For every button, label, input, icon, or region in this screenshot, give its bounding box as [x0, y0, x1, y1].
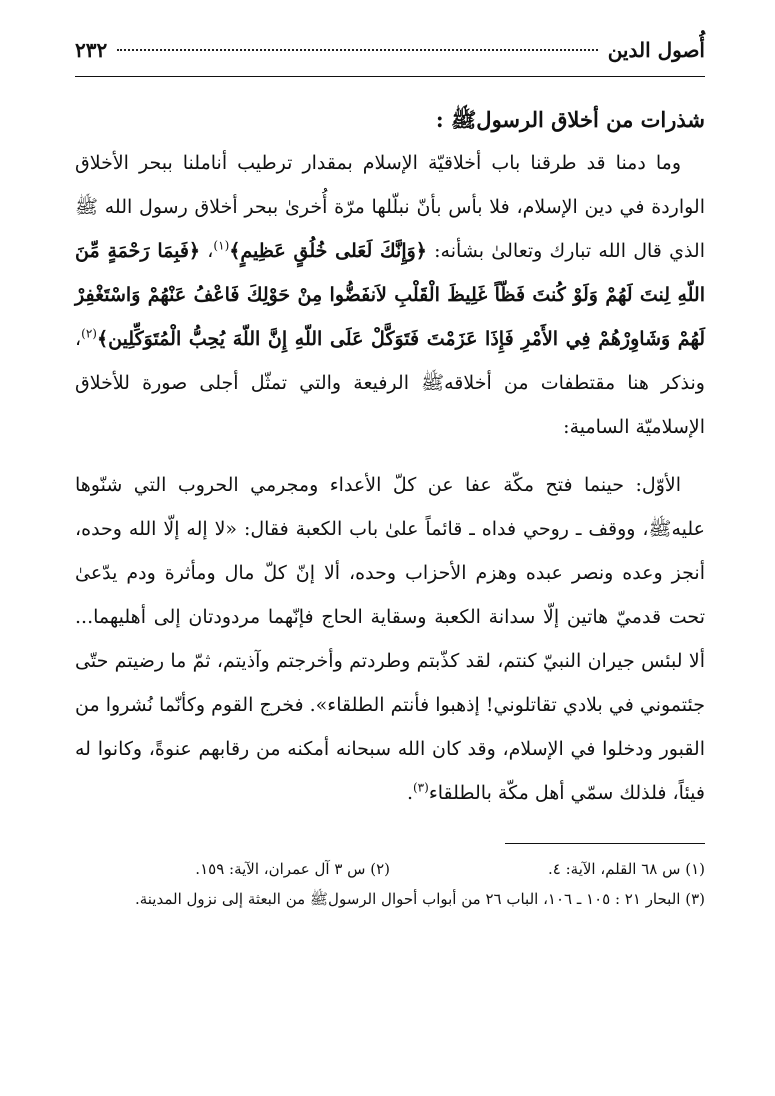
intro-paragraph — [75, 141, 705, 449]
first-point-end: . — [406, 782, 413, 804]
quran-verse-2: ﴿فَبِمَا رَحْمَةٍ مِّنَ اللّهِ لِنتَ لَهُمْ وَلَوْ كُنتَ فَظّاً غَلِيظَ الْقَلْبِ لاَنفَضُّوا مِنْ حَوْلِكَ فَاعْفُ عَنْهُمْ وَاسْتَغْفِرْ لَهُمْ وَشَاوِرْهُمْ فِي الأَمْرِ فَإِذَا عَزَمْتَ فَتَوَكَّلْ عَلَى اللّهِ إِنَّ اللّهَ يُحِبُّ الْمُتَوَكِّلِين﴾ — [75, 240, 705, 350]
footnote-row — [75, 854, 705, 884]
footnote-ref-2: (٢) — [81, 326, 97, 341]
intro-continuation: ، ونذكر هنا مقتطفات من أخلاقهﷺ الرفيعة والتي تمثّل أجلى صورة للأخلاق الإسلاميّة السامية: — [75, 328, 705, 438]
first-point-paragraph — [75, 463, 705, 815]
footnote-rule — [505, 843, 705, 844]
running-title: أُصول الدين — [607, 38, 705, 62]
first-point-text: الأوّل: حينما فتح مكّة عفا عن كلّ الأعداء ومجرمي الحروب التي شنّوها عليهﷺ، ووقف ـ روحي فداه ـ قائماً علىٰ باب الكعبة فقال: «لا إله إلّا الله وحده، أنجز وعده ونصر عبده وهزم الأحزاب وحده، ألا إنّ كلّ مال ومأثرة ودم يدّعىٰ تحت قدميّ هاتين إلّا سدانة الكعبة وسقاية الحاج فإنّهما مردودتان إلى أهليهما... ألا لبئس جيران النبيّ كنتم، لقد كذّبتم وطردتم وأخرجتم وآذيتم، ثمّ ما رضيتم حتّى جئتموني في بلادي تقاتلوني! إذهبوا فأنتم الطلقاء». فخرج القوم وكأنّما نُشروا من القبور ودخلوا في الإسلام، وقد كان الله سبحانه أمكنه من رقابهم عنوةً، وكانوا له فيئاً، فلذلك سمّي أهل مكّة بالطلقاء — [75, 474, 705, 804]
footnote-ref-1: (١) — [213, 238, 230, 253]
footnotes — [75, 854, 705, 914]
quran-verse-1: ﴿وَإِنَّكَ لَعَلى خُلُقٍ عَظِيمٍ﴾ — [229, 240, 427, 262]
intro-text: وما دمنا قد طرقنا باب أخلاقيّة الإسلام بمقدار ترطيب أناملنا ببحر الأخلاق الواردة في دين الإسلام، فلا بأس بأنّ نبلّلها مرّة أُخرىٰ ببحر أخلاق رسول الله ﷺ الذي قال الله تبارك وتعالىٰ بشأنه: — [75, 152, 706, 262]
footnote-3: (٣) البحار ٢١ : ١٠٥ ـ ١٠٦، الباب ٢٦ من أبواب أحوال الرسولﷺ من البعثة إلى نزول المدينة. — [134, 890, 705, 908]
intro-separator: ، — [200, 240, 214, 262]
book-page — [75, 30, 705, 914]
leader-dots — [117, 49, 597, 51]
running-header — [75, 30, 705, 70]
footnote-1: (١) س ٦٨ القلم، الآية: ٤. — [547, 860, 705, 878]
page-number: ٢٣٢ — [75, 38, 108, 62]
header-rule — [75, 76, 705, 77]
footnote-2: (٢) س ٣ آل عمران، الآية: ١٥٩. — [195, 860, 390, 878]
section-heading: شذرات من أخلاق الرسولﷺ : — [435, 107, 705, 132]
footnote-ref-3: (٣) — [412, 780, 429, 795]
